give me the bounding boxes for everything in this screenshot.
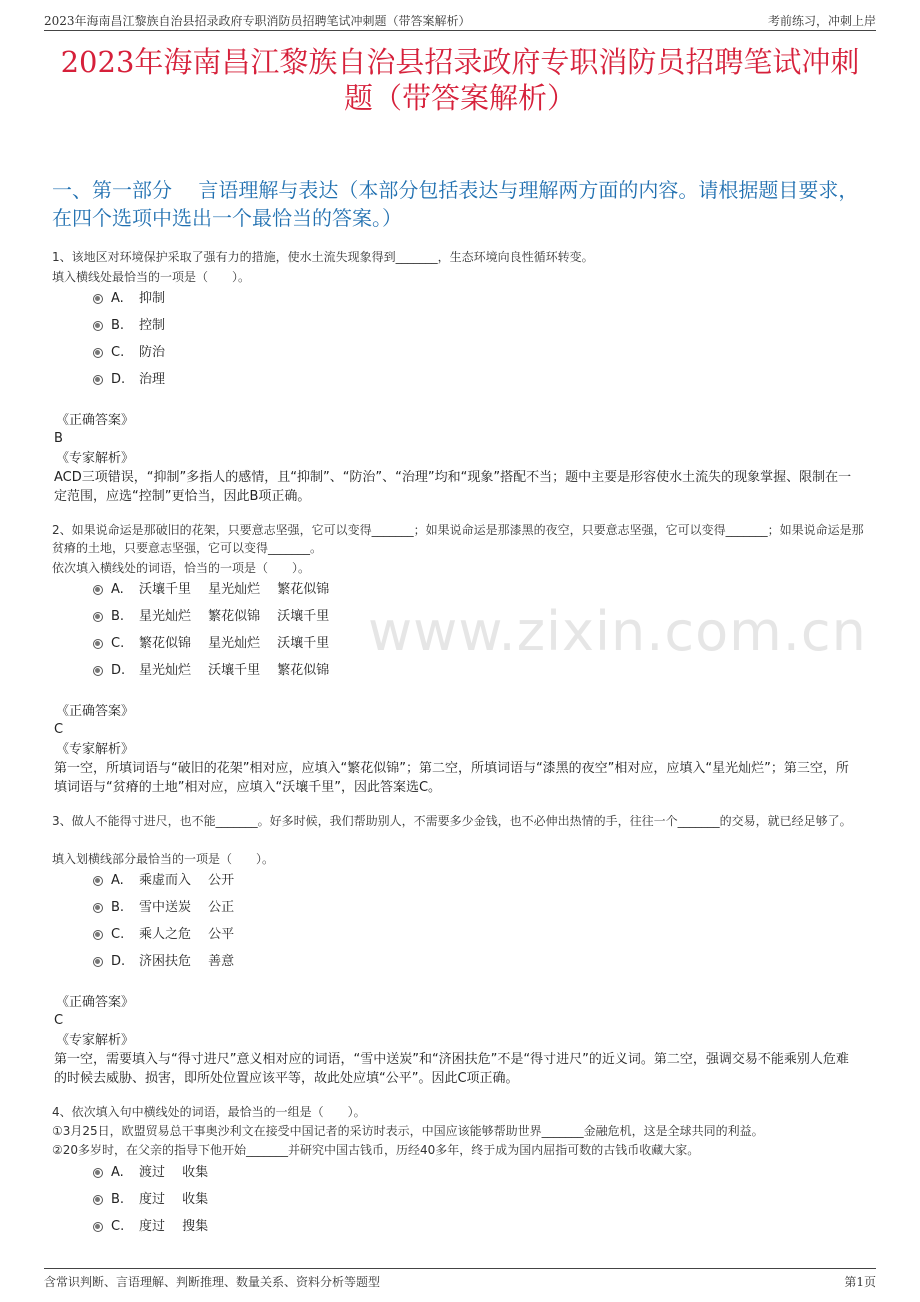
page-header: [44, 12, 876, 31]
question-4-stem: 4、依次填入句中横线处的词语，最恰当的一组是（ ）。: [52, 1105, 366, 1119]
question-3-option-d[interactable]: D. 济困扶危 善意: [93, 952, 234, 972]
header-slogan: 考前练习，冲刺上岸: [767, 14, 876, 28]
question-2-answer-label: 《正确答案》: [56, 704, 135, 719]
question-3-explain-label: 《专家解析》: [56, 1033, 135, 1048]
question-2-stem: 2、如果说命运是那破旧的花架，只要意志坚强，它可以变得_______；如果说命运是那漆黑的夜空，只要意志坚强，它可以变得_______；如果说命运是那贫瘠的土地，只要意志坚强，它可以变得_______。: [52, 523, 864, 555]
radio-icon[interactable]: [93, 294, 103, 304]
radio-icon[interactable]: [93, 585, 103, 595]
question-3-explanation: 第一空，需要填入与“得寸进尺”意义相对应的词语，“雪中送炭”和“济困扶危”不是“得寸进尺”的近义词。第二空，强调交易不能乘别人危难的时候去威胁、损害，即所处位置应该平等，故此处应填“公平”。因此C项正确。: [54, 1052, 849, 1086]
question-1-stem: 1、该地区对环境保护采取了强有力的措施，使水土流失现象得到_______，生态环境向良性循环转变。: [52, 250, 594, 264]
radio-icon[interactable]: [93, 1195, 103, 1205]
question-4-sentence-2: ②20多岁时，在父亲的指导下他开始_______并研究中国古钱币，历经40多年，终于成为国内屈指可数的古钱币收藏大家。: [52, 1143, 700, 1157]
question-2-ask: 依次填入横线处的词语，恰当的一项是（ ）。: [52, 561, 311, 575]
question-1-explain-label: 《专家解析》: [56, 451, 135, 466]
radio-icon[interactable]: [93, 639, 103, 649]
question-4-option-b[interactable]: B. 度过 收集: [93, 1190, 208, 1210]
radio-icon[interactable]: [93, 930, 103, 940]
radio-icon[interactable]: [93, 1222, 103, 1232]
question-2-option-c[interactable]: C. 繁花似锦 星光灿烂 沃壤千里: [93, 634, 329, 654]
radio-icon[interactable]: [93, 666, 103, 676]
document-title: 2023年海南昌江黎族自治县招录政府专职消防员招聘笔试冲刺题（带答案解析）: [60, 45, 860, 115]
radio-icon[interactable]: [93, 957, 103, 967]
radio-icon[interactable]: [93, 1168, 103, 1178]
question-1-ask: 填入横线处最恰当的一项是（ ）。: [52, 270, 251, 284]
question-2-answer: C: [54, 722, 64, 737]
question-3-option-c[interactable]: C. 乘人之危 公平: [93, 925, 234, 945]
question-3-option-b[interactable]: B. 雪中送炭 公正: [93, 898, 234, 918]
question-3-answer: C: [54, 1013, 64, 1028]
question-4-option-a[interactable]: A. 渡过 收集: [93, 1163, 208, 1183]
watermark: www.zixin.com.cn: [368, 600, 867, 663]
page-footer: [44, 1268, 876, 1289]
radio-icon[interactable]: [93, 903, 103, 913]
question-4-sentence-1: ①3月25日，欧盟贸易总干事奥沙利文在接受中国记者的采访时表示，中国应该能够帮助世界_______金融危机，这是全球共同的利益。: [52, 1124, 764, 1138]
question-3-option-a[interactable]: A. 乘虚而入 公开: [93, 871, 234, 891]
radio-icon[interactable]: [93, 612, 103, 622]
question-3-ask: 填入划横线部分最恰当的一项是（ ）。: [52, 852, 275, 866]
question-4-option-c[interactable]: C. 度过 搜集: [93, 1217, 208, 1237]
radio-icon[interactable]: [93, 876, 103, 886]
question-2-option-b[interactable]: B. 星光灿烂 繁花似锦 沃壤千里: [93, 607, 329, 627]
question-1-explanation: ACD三项错误，“抑制”多指人的感情，且“抑制”、“防治”、“治理”均和“现象”搭配不当；题中主要是形容使水土流失的现象掌握、限制在一定范围，应选“控制”更恰当，因此B项正确。: [54, 470, 852, 504]
question-1-option-a[interactable]: A. 抑制: [93, 289, 165, 309]
header-title: 2023年海南昌江黎族自治县招录政府专职消防员招聘笔试冲刺题（带答案解析）: [44, 14, 471, 28]
question-2-explain-label: 《专家解析》: [56, 742, 135, 757]
question-1-answer: B: [54, 431, 63, 446]
question-1-answer-label: 《正确答案》: [56, 413, 135, 428]
radio-icon[interactable]: [93, 375, 103, 385]
question-2-option-a[interactable]: A. 沃壤千里 星光灿烂 繁花似锦: [93, 580, 329, 600]
question-1-option-b[interactable]: B. 控制: [93, 316, 165, 336]
question-2-explanation: 第一空，所填词语与“破旧的花架”相对应，应填入“繁花似锦”；第二空，所填词语与“漆黑的夜空”相对应，应填入“星光灿烂”；第三空，所填词语与“贫瘠的土地”相对应，应填入“沃壤千里”，因此答案选C。: [54, 761, 849, 795]
question-3-answer-label: 《正确答案》: [56, 995, 135, 1010]
radio-icon[interactable]: [93, 321, 103, 331]
radio-icon[interactable]: [93, 348, 103, 358]
question-1-option-d[interactable]: D. 治理: [93, 370, 165, 390]
page-number: 第1页: [844, 1275, 876, 1289]
question-2-option-d[interactable]: D. 星光灿烂 沃壤千里 繁花似锦: [93, 661, 329, 681]
footer-description: 含常识判断、言语理解、判断推理、数量关系、资料分析等题型: [44, 1275, 381, 1289]
section-heading: 一、第一部分 言语理解与表达（本部分包括表达与理解两方面的内容。请根据题目要求，在四个选项中选出一个最恰当的答案。）: [52, 178, 859, 230]
question-3-stem: 3、做人不能得寸进尺，也不能_______。好多时候，我们帮助别人，不需要多少金钱，也不必伸出热情的手，往往一个_______的交易，就已经足够了。: [52, 814, 852, 828]
question-1-option-c[interactable]: C. 防治: [93, 343, 165, 363]
